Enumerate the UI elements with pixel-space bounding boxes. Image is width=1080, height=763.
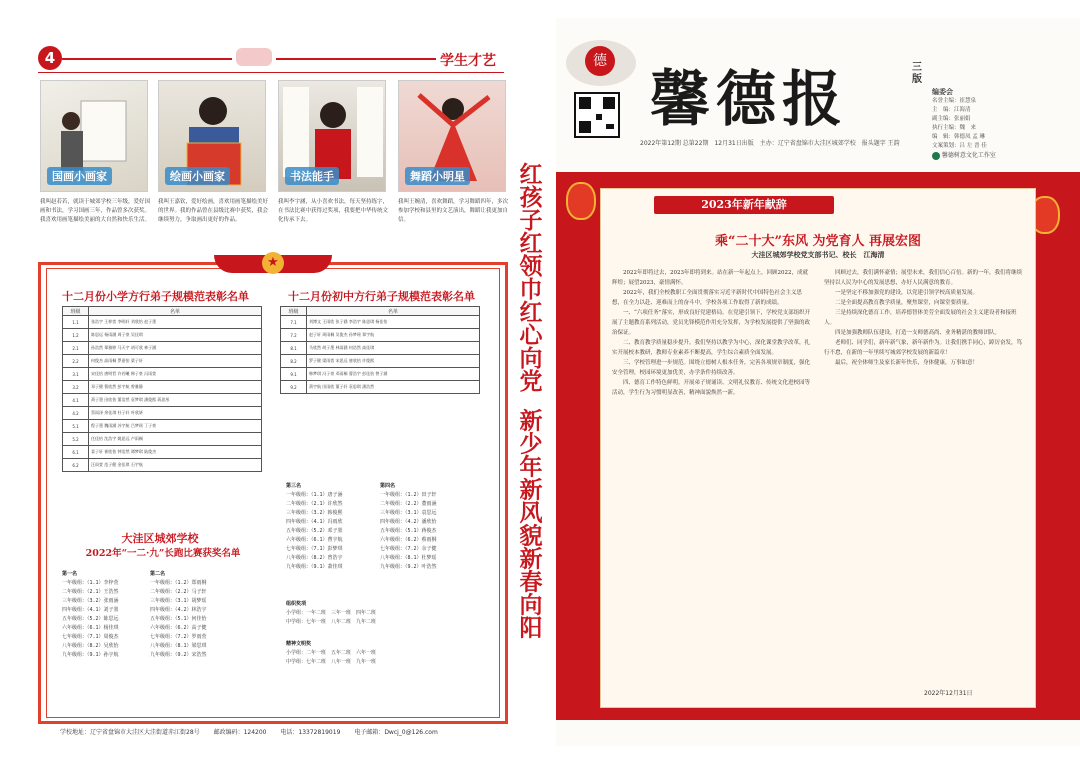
race-item: 二年级组：（2.1）王浩然 (62, 589, 119, 595)
race-heading: 第二名 (150, 571, 166, 577)
class-cell: 7.2 (281, 329, 307, 342)
article-title: 乘“二十大”东风 为党育人 再展宏图 (714, 234, 921, 249)
race-item: 一年级组：（1.1）唐子涵 (286, 492, 343, 498)
class-cell: 1.1 (63, 316, 89, 329)
names-cell: 任佳怡 沈浩宇 姚思远 卢雨桐 (89, 433, 262, 446)
flower-ornament-icon (236, 48, 272, 66)
table-row (63, 420, 262, 433)
table-row (63, 459, 262, 472)
masthead-side: 三版 (912, 62, 922, 85)
class-cell: 7.1 (281, 316, 307, 329)
article-paragraph: 回顾过去，我们满怀豪情；展望未来，我们信心百倍。新的一年，我们将继续坚持以人民为中心的发展思想，办好人民满意的教育。 (824, 270, 1023, 286)
race-item: 七年级组：（7.2）余子健 (380, 546, 437, 552)
class-cell: 3.2 (63, 381, 89, 394)
table-row (281, 355, 480, 368)
names-cell: 姜子轩 崔欣怡 钟浩然 谭梦琪 陆俊杰 (89, 446, 262, 459)
article-paragraph: 一、“六项任务”落实，形成良好党建格局。在党建引领下，学校党支部组织开展了主题教育系列活动，党员先锋模范作用充分发挥，为学校发展提供了坚强的政治保证。 (612, 310, 811, 336)
race-item: 七年级组：（7.1）周俊杰 (62, 634, 119, 640)
race-item: 一年级组：（1.2）田子轩 (380, 492, 437, 498)
table-row (281, 342, 480, 355)
names-cell: 何俊杰 高雨桐 罗嘉怡 梁子轩 (89, 355, 262, 368)
article-paragraph: 三是持续深化德育工作，培养德智体美劳全面发展的社会主义建设者和接班人。 (824, 310, 1017, 326)
race-item: 六年级组：（6.2）蔡雨桐 (380, 537, 437, 543)
section-title: 学生才艺 (440, 53, 496, 69)
table-row (281, 316, 480, 329)
names-cell: 萧子墨 田欣怡 董浩然 袁梦琪 潘俊熙 蒋思彤 (89, 394, 262, 407)
table-row (281, 368, 480, 381)
board-member: 编 辑：韩德凤 孟 琳 (932, 134, 985, 140)
article-column-1 (612, 268, 812, 398)
article-paragraph: 四、德育工作特色鲜明。开展弟子规诵读、文明礼仪教育、传统文化进校园等活动，学生行为习惯明显改善，精神面貌焕然一新。 (612, 380, 811, 396)
spirit-award (286, 640, 486, 667)
race-item: 四年级组：（4.1）刘子墨 (62, 607, 119, 613)
star-emblem-icon: ★ (262, 252, 284, 274)
organize-heading: 组织奖项 (286, 601, 307, 607)
race-list-first (62, 570, 162, 660)
race-item: 三年级组：（3.2）韩俊熙 (286, 510, 343, 516)
race-item: 四年级组：（4.2）林浩宇 (150, 607, 207, 613)
race-item: 四年级组：（4.1）冯雨欣 (286, 519, 343, 525)
masthead-title: 馨德报 (650, 65, 848, 135)
board-member: 文案策划：吕 左 晋 佳 (932, 143, 987, 149)
qr-code-icon (574, 92, 620, 138)
photo-drawing-student (158, 80, 266, 192)
race-heading: 第三名 (286, 483, 302, 489)
photo-dance-student (398, 80, 506, 192)
class-cell: 8.2 (281, 355, 307, 368)
race-item: 九年级组：（9.2）叶浩然 (380, 564, 437, 570)
race-item: 七年级组：（7.2）罗雨萱 (150, 634, 207, 640)
header-rule-left (62, 58, 232, 60)
primary-honor-table (62, 306, 262, 472)
board-member: 副主编：张丽娟 (932, 116, 971, 122)
issue-info: 2022年第12期 总第22期 12月31日出版 主办：辽宁省盘锦市大洼区城郊学校 报头题字 王韵 (640, 140, 900, 147)
middle-table-title: 十二月份初中方行弟子规模范表彰名单 (288, 290, 475, 303)
race-item: 三年级组：（3.2）张雨涵 (62, 598, 119, 604)
table-header: 名单 (89, 307, 262, 316)
race-item: 八年级组：（8.1）杜梦瑶 (380, 555, 437, 561)
editorial-board (932, 88, 1012, 151)
names-cell: 张浩宇 王梓萱 李明轩 刘欣怡 赵子墨 (89, 316, 262, 329)
article-paragraph: 三、学校管理进一步规范。围绕立德树人根本任务，完善各项规章制度，强化安全管理，校园环境更加优美，办学条件持续改善。 (612, 360, 811, 376)
studio-logo-icon (932, 152, 940, 160)
footer-postcode: 邮政编码：124200 (213, 729, 267, 736)
board-member: 名誉主编：崔慧泉 (932, 98, 977, 104)
race-item: 一年级组：（1.2）郑雨桐 (150, 580, 207, 586)
class-cell: 5.2 (63, 433, 89, 446)
article-paragraph: 一是坚定不移加强党的建设，以党建引领学校高质量发展。 (835, 290, 979, 296)
organize-item: 中学组：七年一班 八年二班 九年二班 (286, 619, 377, 625)
header-underline (38, 72, 504, 73)
school-seal-icon: 德 (585, 46, 615, 76)
spirit-item: 中学组：七年二班 八年一班 九年一班 (286, 659, 377, 665)
race-item: 五年级组：（5.2）邓子墨 (286, 528, 343, 534)
class-cell: 5.1 (63, 420, 89, 433)
article-paragraph: 二是全面提高教育教学质量，聚焦课堂，向课堂要质量。 (835, 300, 973, 306)
race-item: 八年级组：（8.1）梁思琪 (150, 643, 207, 649)
photo-caption: 我叫王婉清，喜欢舞蹈，学习舞蹈四年，多次参加学校和县里的文艺演出，舞蹈让我更加自信。 (398, 199, 509, 223)
class-cell: 8.1 (281, 342, 307, 355)
class-cell: 6.2 (63, 459, 89, 472)
class-cell: 4.1 (63, 394, 89, 407)
board-member: 主 编：江海清 (932, 107, 971, 113)
names-cell: 赵子轩 周雨桐 吴俊杰 孙梦瑶 郑宇航 (307, 329, 480, 342)
class-cell: 6.1 (63, 446, 89, 459)
race-item: 五年级组：（5.1）蒋俊杰 (380, 528, 437, 534)
studio-label: 馨德树意文化工作室 (941, 152, 996, 159)
names-cell: 萧宇航 田雨欣 董子轩 袁思琪 潘浩然 (307, 381, 480, 394)
race-list-fourth (380, 482, 480, 572)
lantern-icon (566, 182, 596, 220)
photo-badge: 舞蹈小明星 (405, 167, 470, 185)
names-cell: 罗子健 梁雨萱 宋思远 唐欣怡 许俊熙 (307, 355, 480, 368)
footer-phone: 电话：13372819019 (280, 729, 341, 736)
race-item: 八年级组：（8.2）吴欣怡 (62, 643, 119, 649)
race-item: 二年级组：（2.2）董雨涵 (380, 501, 437, 507)
race-item: 九年级组：（9.1）萧佳琪 (286, 564, 343, 570)
table-row (63, 355, 262, 368)
names-cell: 邓子健 曹欣然 彭宇航 曾雅静 (89, 381, 262, 394)
organize-item: 小学组：一年二班 三年一班 四年二班 (286, 610, 377, 616)
class-cell: 2.1 (63, 342, 89, 355)
vertical-slogan (508, 90, 550, 710)
slogan-text: 红孩子红领巾红心向党 新少年新风貌新春向阳 (515, 161, 543, 638)
class-cell: 9.2 (281, 381, 307, 394)
article-column-2 (824, 268, 1024, 368)
photo-caption: 我叫李宇涵，从小喜欢书法，每天坚持练字，在书法比赛中获得过奖项，我要把中华传统文化传承下去。 (278, 199, 389, 223)
spirit-heading: 精神文明奖 (286, 641, 312, 647)
names-cell: 程子墨 魏雨涵 苏宇航 吕梦瑶 丁子豪 (89, 420, 262, 433)
article-paragraph: 最后，祝全体师生及家长新年快乐，身体健康，万事如意！ (835, 360, 979, 366)
table-header: 名单 (307, 307, 480, 316)
names-cell: 刘博文 王雨欣 张子涵 李浩宇 陈思琪 杨佳怡 (307, 316, 480, 329)
photo-caption: 我叫王嘉钦，爱好绘画，喜欢用画笔描绘美好的世界。我的作品曾在县级比赛中获奖，我会继续努力，争取画出更好的作品。 (158, 199, 269, 223)
race-item: 一年级组：（1.1）李梓萱 (62, 580, 119, 586)
article-paper (600, 188, 1036, 708)
table-row (63, 368, 262, 381)
table-row (63, 394, 262, 407)
class-cell: 3.1 (63, 368, 89, 381)
race-title-school: 大洼区城郊学校 (121, 532, 199, 545)
race-title: 2022年“一二·九”长跑比赛获奖名单 (85, 548, 241, 559)
article-paragraph: 老师们、同学们，新年新气象，新年新作为。让我们携手同心，踔厉奋发，笃行不怠，在新的一年里续写城郊学校发展的新篇章！ (824, 340, 1023, 356)
race-item: 五年级组：（5.1）何佳怡 (150, 616, 207, 622)
table-row (63, 446, 262, 459)
photo-painting-student (40, 80, 148, 192)
article-byline: 大洼区城郊学校党支部书记、校长 江海清 (751, 251, 885, 259)
organize-award (286, 600, 486, 627)
table-row (63, 407, 262, 420)
article-paragraph: 二、教育教学质量稳步提升。我们坚持以教学为中心，深化课堂教学改革，扎实开展校本教研，教师专业素养不断提高，学生综合素质全面发展。 (612, 340, 811, 356)
class-cell: 9.1 (281, 368, 307, 381)
race-item: 三年级组：（3.1）胡梦瑶 (150, 598, 207, 604)
names-cell: 宋佳怡 唐明哲 许若曦 韩子豪 冯雨萱 (89, 368, 262, 381)
photo-badge: 书法能手 (285, 167, 339, 185)
table-header: 班级 (281, 307, 307, 316)
article-date: 2022年12月31日 (924, 690, 973, 697)
names-cell: 韩梦琪 冯子豪 邓雨桐 曹浩宇 彭佳怡 曾子涵 (307, 368, 480, 381)
photo-badge: 绘画小画家 (165, 167, 230, 185)
photo-badge: 国画小画家 (47, 167, 112, 185)
article-paragraph: 四是加强教师队伍建设，打造一支师德高尚、业务精湛的教师团队。 (835, 330, 1001, 336)
board-heading: 编委会 (932, 88, 953, 96)
banner-title: 2023年新年献辞 (654, 196, 834, 214)
article-paragraph: 2022年即将过去，2023年即将到来。站在新一年起点上，回顾2022，成就辉煌；展望2023，豪情满怀。 (612, 270, 808, 286)
table-row (63, 342, 262, 355)
class-cell: 4.2 (63, 407, 89, 420)
article-paragraph: 2022年，我们全校教职工全面贯彻落实习近平新时代中国特色社会主义思想，在全力以赴、迎难而上的奋斗中，学校各项工作取得了新的成绩。 (612, 290, 802, 306)
race-list-third (286, 482, 386, 572)
race-item: 三年级组：（3.1）袁思远 (380, 510, 437, 516)
class-cell: 2.2 (63, 355, 89, 368)
race-item: 七年级组：（7.1）彭梦琪 (286, 546, 343, 552)
race-item: 八年级组：（8.2）曾浩宇 (286, 555, 343, 561)
primary-table-title: 十二月份小学方行弟子规模范表彰名单 (62, 290, 249, 303)
footer-address: 学校地址：辽宁省盘锦市大洼区大洼街道赤江街28号 (60, 729, 200, 736)
studio-name (932, 150, 996, 160)
race-item: 六年级组：（6.1）曹宇航 (286, 537, 343, 543)
race-item: 二年级组：（2.1）许欣然 (286, 501, 343, 507)
race-heading: 第一名 (62, 571, 78, 577)
board-member: 执行主编：魏 来 (932, 125, 977, 131)
names-cell: 马欣然 胡子墨 林雨涵 何浩然 高佳琪 (307, 342, 480, 355)
middle-honor-table (280, 306, 480, 394)
names-cell: 陈思远 杨雨涵 周子豪 吴佳琪 (89, 329, 262, 342)
race-list-second (150, 570, 250, 660)
spirit-item: 小学组：二年一班 五年二班 六年一班 (286, 650, 377, 656)
header-rule-right (276, 58, 436, 60)
footer (60, 727, 500, 736)
table-row (63, 329, 262, 342)
table-row (281, 381, 480, 394)
photo-caption: 我叫赵若若，就读于城郊学校三年级，爱好国画和书法，学习国画三年，作品曾多次获奖。我喜欢用画笔描绘美丽的大自然和快乐生活。 (40, 199, 151, 223)
table-row (63, 316, 262, 329)
race-item: 六年级组：（6.2）高子健 (150, 625, 207, 631)
names-cell: 孙浩然 郑雅婷 马天宇 胡可欣 林子涵 (89, 342, 262, 355)
names-cell: 汪雨萱 范子健 金佳琪 石宇航 (89, 459, 262, 472)
race-item: 四年级组：（4.2）潘欣怡 (380, 519, 437, 525)
table-header: 班级 (63, 307, 89, 316)
race-item: 二年级组：（2.2）马子轩 (150, 589, 207, 595)
race-item: 九年级组：（9.2）宋浩然 (150, 652, 207, 658)
photo-calligraphy-student (278, 80, 386, 192)
table-row (281, 329, 480, 342)
class-cell: 1.2 (63, 329, 89, 342)
names-cell: 蔡雨泽 余佳琪 杜子轩 叶欣妍 (89, 407, 262, 420)
race-item: 九年级组：（9.1）孙宇航 (62, 652, 119, 658)
table-row (63, 381, 262, 394)
race-item: 六年级组：（6.1）杨佳琪 (62, 625, 119, 631)
footer-email: 电子邮箱：Dwcj_0@126.com (354, 729, 438, 736)
race-heading: 第四名 (380, 483, 396, 489)
table-row (63, 433, 262, 446)
page-number: 4 (38, 46, 62, 70)
race-item: 五年级组：（5.2）陈思远 (62, 616, 119, 622)
